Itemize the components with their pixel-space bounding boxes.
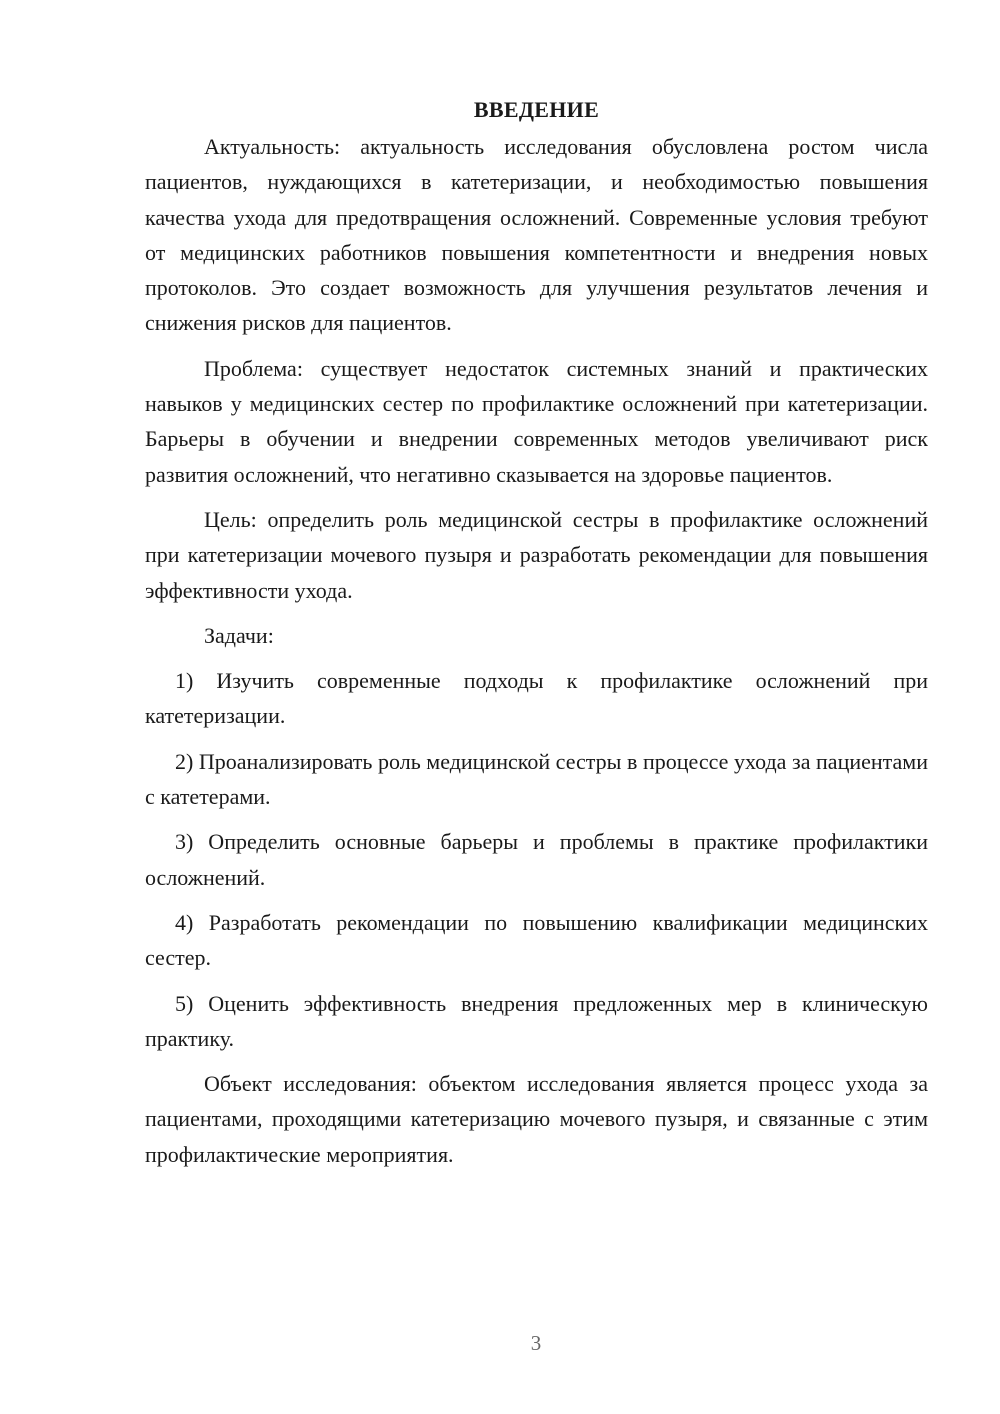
task-item-4: 4) Разработать рекомендации по повышению квалификации медицинских сестер. [145,909,928,971]
task-item-5: 5) Оценить эффективность внедрения предложенных мер в клиническую практику. [145,990,928,1051]
page-title: ВВЕДЕНИЕ [473,97,600,122]
task-item-3: 3) Определить основные барьеры и проблемы в практике профилактики осложнений. [145,829,928,890]
relevance-paragraph: Актуальность: актуальность исследования обусловлена ростом числа пациентов, нуждающихся в катетеризации, и необходимостью повышения качества ухода для предотвращения осложнений. Современные условия требуют от медицинских работников повышения компетентности и внедрения новых протоколов. Это создает возможность для улучшения результатов лечения и снижения рисков для пациентов. [145,134,928,336]
document-page [145,92,928,1182]
page-number: 3 [530,1331,542,1355]
problem-paragraph: Проблема: существует недостаток системных знаний и практических навыков у медицинских сестер по профилактике осложнений при катетеризации. Барьеры в обучении и внедрении современных методов увеличивают риск развития осложнений, что негативно сказывается на здоровье пациентов. [145,355,928,487]
object-paragraph: Объект исследования: объектом исследования является процесс ухода за пациентами, проходящими катетеризацию мочевого пузыря, и связанные с этим профилактические мероприятия. [145,1071,928,1167]
task-item-2: 2) Проанализировать роль медицинской сестры в процессе ухода за пациентами с катетерами. [145,748,928,810]
goal-paragraph: Цель: определить роль медицинской сестры в профилактике осложнений при катетеризации мочевого пузыря и разработать рекомендации для повышения эффективности ухода. [145,506,928,603]
tasks-heading: Задачи: [204,622,274,648]
task-item-1: 1) Изучить современные подходы к профилактике осложнений при катетеризации. [145,668,928,729]
